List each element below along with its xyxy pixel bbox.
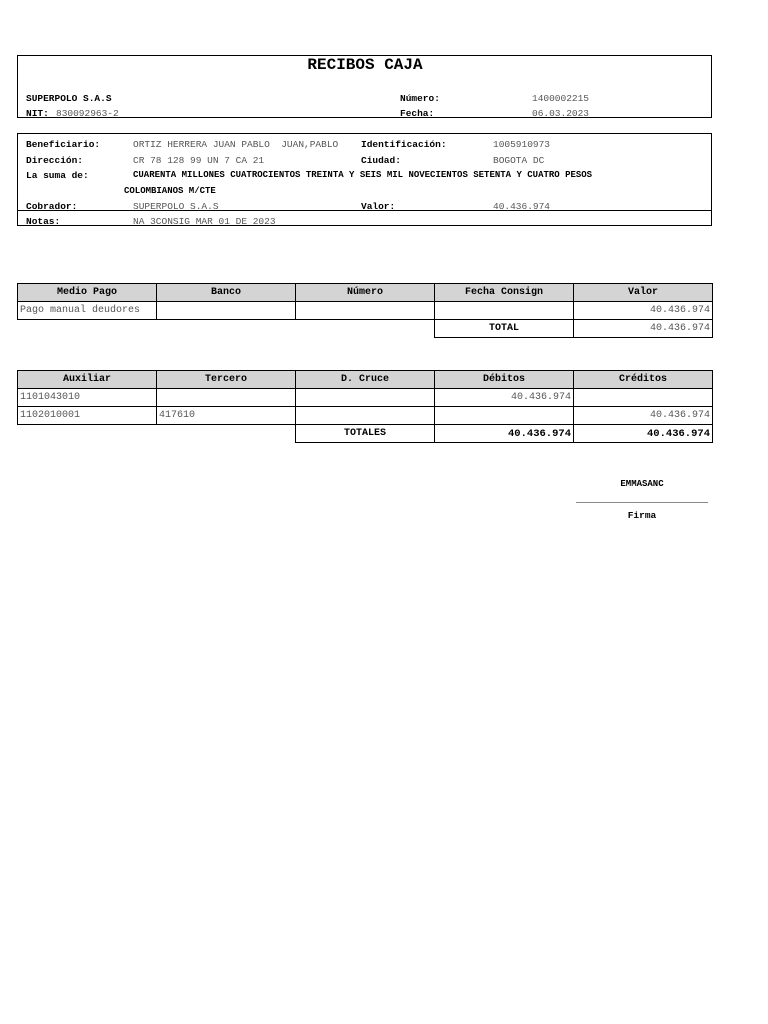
accounting-cell-d-cruce [296,407,435,425]
direccion-value: CR 78 128 99 UN 7 CA 21 [133,155,265,166]
identificacion-value: 1005910973 [493,139,551,150]
accounting-header-auxiliar: Auxiliar [18,371,157,389]
suma-line2: COLOMBIANOS M/CTE [124,186,216,196]
payment-cell-medio-pago: Pago manual deudores [18,302,157,320]
document-title: RECIBOS CAJA [307,56,423,74]
ciudad-value: BOGOTA DC [493,155,545,166]
fecha-value: 06.03.2023 [532,108,590,119]
accounting-totals-debitos: 40.436.974 [435,425,574,443]
payment-cell-numero [296,302,435,320]
ciudad-label: Ciudad: [361,155,401,166]
payment-total-value: 40.436.974 [574,320,713,338]
signature-label: Firma [627,510,657,521]
accounting-totals-creditos: 40.436.974 [574,425,713,443]
accounting-cell-tercero [157,389,296,407]
signature-line [576,502,708,503]
beneficiario-value: ORTIZ HERRERA JUAN PABLO JUAN,PABLO [133,139,339,150]
payment-cell-fecha-consign [435,302,574,320]
accounting-cell-debitos: 40.436.974 [435,389,574,407]
payment-header-valor: Valor [574,284,713,302]
accounting-cell-debitos [435,407,574,425]
accounting-header-row [18,371,713,389]
numero-label: Número: [400,93,440,104]
valor-value: 40.436.974 [493,201,551,212]
table-row [18,302,713,320]
accounting-totals-label: TOTALES [296,425,435,443]
direccion-label: Dirección: [26,155,84,166]
accounting-header-tercero: Tercero [157,371,296,389]
company-name: SUPERPOLO S.A.S [26,93,112,104]
valor-label: Valor: [361,201,396,212]
table-row [18,389,713,407]
accounting-header-creditos: Créditos [574,371,713,389]
accounting-header-debitos: Débitos [435,371,574,389]
payment-header-banco: Banco [157,284,296,302]
signature-user: EMMASANC [620,479,664,489]
suma-line1: CUARENTA MILLONES CUATROCIENTOS TREINTA Y SEIS MIL NOVECIENTOS SETENTA Y CUATRO PESOS [133,170,593,180]
cobrador-label: Cobrador: [26,201,78,212]
accounting-cell-auxiliar: 1102010001 [18,407,157,425]
payment-header-medio-pago: Medio Pago [18,284,157,302]
payment-header-row [18,284,713,302]
payment-cell-valor: 40.436.974 [574,302,713,320]
notas-label: Notas: [26,216,61,227]
fecha-label: Fecha: [400,108,435,119]
accounting-header-d-cruce: D. Cruce [296,371,435,389]
payment-total-row [18,320,713,338]
numero-value: 1400002215 [532,93,590,104]
payment-header-fecha-consign: Fecha Consign [435,284,574,302]
accounting-cell-d-cruce [296,389,435,407]
notas-value: NA 3CONSIG MAR 01 DE 2023 [133,216,276,227]
payment-total-label: TOTAL [435,320,574,338]
nit-value: 830092963-2 [56,108,119,119]
table-row [18,407,713,425]
beneficiario-label: Beneficiario: [26,139,101,150]
accounting-cell-auxiliar: 1101043010 [18,389,157,407]
accounting-table [17,370,713,443]
payment-header-numero: Número [296,284,435,302]
payment-cell-banco [157,302,296,320]
identificacion-label: Identificación: [361,139,447,150]
suma-label: La suma de: [26,170,89,181]
payment-table [17,283,713,338]
accounting-totals-row [18,425,713,443]
accounting-cell-tercero: 417610 [157,407,296,425]
cobrador-value: SUPERPOLO S.A.S [133,201,219,212]
accounting-cell-creditos [574,389,713,407]
accounting-cell-creditos: 40.436.974 [574,407,713,425]
nit-label: NIT: [26,108,49,119]
